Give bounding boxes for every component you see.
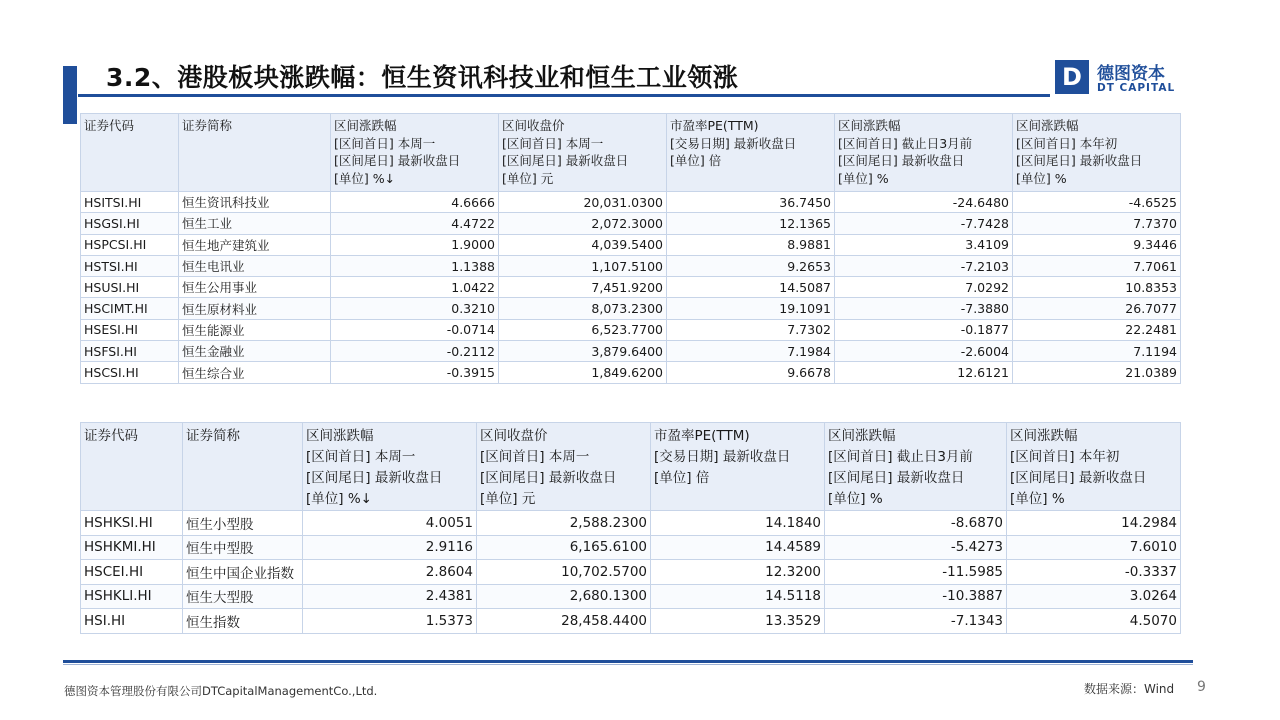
- column-header-line: [单位] 倍: [670, 153, 722, 168]
- column-header-line: [区间首日] 截止日3月前: [838, 135, 973, 151]
- table-row: [81, 192, 1181, 213]
- column-header-line: [区间首日] 本周一: [306, 449, 416, 465]
- security-code-cell: HSI.HI: [81, 609, 183, 634]
- value-cell: -0.1877: [835, 319, 1013, 340]
- value-cell: -10.3887: [825, 584, 1007, 609]
- column-header-line: [单位] %: [1016, 170, 1067, 186]
- value-cell: 12.1365: [667, 213, 835, 234]
- value-cell: 14.5087: [667, 277, 835, 298]
- value-cell: -5.4273: [825, 535, 1007, 560]
- value-cell: 10,702.5700: [477, 560, 651, 585]
- column-header-line: [区间尾日] 最新收盘日: [480, 470, 617, 486]
- value-cell: -0.0714: [331, 319, 499, 340]
- column-header-line: 区间涨跌幅: [1016, 118, 1079, 133]
- security-code-cell: HSHKLI.HI: [81, 584, 183, 609]
- logo-name-en: DT CAPITAL: [1097, 82, 1176, 94]
- column-header-line: 证券代码: [84, 428, 138, 444]
- logo-name-cn: 德图资本: [1097, 64, 1165, 84]
- value-cell: 4.5070: [1007, 609, 1181, 634]
- column-header-line: [区间首日] 本周一: [334, 135, 436, 151]
- table-row: [81, 277, 1181, 298]
- table-row: [81, 560, 1181, 585]
- value-cell: 2.8604: [303, 560, 477, 585]
- security-name-cell: 恒生指数: [183, 609, 303, 634]
- value-cell: 2.4381: [303, 584, 477, 609]
- table-header-row: [81, 423, 1181, 511]
- table-row: [81, 234, 1181, 255]
- page-title: 3.2、港股板块涨跌幅：恒生资讯科技业和恒生工业领涨: [106, 63, 739, 92]
- security-code-cell: HSCSI.HI: [81, 362, 179, 383]
- value-cell: 6,165.6100: [477, 535, 651, 560]
- value-cell: 2,072.3000: [499, 213, 667, 234]
- column-header: [183, 423, 303, 511]
- value-cell: 9.6678: [667, 362, 835, 383]
- column-header-line: 区间涨跌幅: [1010, 428, 1078, 444]
- value-cell: 1.9000: [331, 234, 499, 255]
- value-cell: -0.3337: [1007, 560, 1181, 585]
- value-cell: 7.0292: [835, 277, 1013, 298]
- security-name-cell: 恒生中国企业指数: [183, 560, 303, 585]
- value-cell: 1.0422: [331, 277, 499, 298]
- security-name-cell: 恒生能源业: [179, 319, 331, 340]
- column-header: [477, 423, 651, 511]
- column-header: [1013, 114, 1181, 192]
- value-cell: 0.3210: [331, 298, 499, 319]
- column-header: [81, 423, 183, 511]
- value-cell: 7.7061: [1013, 255, 1181, 276]
- footer-rule-thin: [63, 664, 1193, 665]
- table-row: [81, 341, 1181, 362]
- table-row: [81, 511, 1181, 536]
- security-code-cell: HSCIMT.HI: [81, 298, 179, 319]
- value-cell: -7.3880: [835, 298, 1013, 319]
- table-row: [81, 319, 1181, 340]
- value-cell: 7.1984: [667, 341, 835, 362]
- value-cell: 14.2984: [1007, 511, 1181, 536]
- value-cell: 36.7450: [667, 192, 835, 213]
- column-header-line: [单位] 元: [480, 491, 536, 507]
- column-header-line: [单位] %↓: [306, 491, 372, 507]
- table-row: [81, 298, 1181, 319]
- value-cell: 1,849.6200: [499, 362, 667, 383]
- column-header-line: 市盈率PE(TTM): [670, 118, 759, 133]
- value-cell: 8.9881: [667, 234, 835, 255]
- value-cell: 3,879.6400: [499, 341, 667, 362]
- column-header: [651, 423, 825, 511]
- security-name-cell: 恒生工业: [179, 213, 331, 234]
- value-cell: 12.3200: [651, 560, 825, 585]
- column-header-line: [单位] 倍: [654, 470, 710, 486]
- value-cell: -4.6525: [1013, 192, 1181, 213]
- footer-company: 德图资本管理股份有限公司DTCapitalManagementCo.,Ltd.: [64, 684, 378, 698]
- column-header-line: 证券代码: [84, 118, 135, 133]
- column-header-line: 区间涨跌幅: [838, 118, 901, 133]
- column-header-line: [交易日期] 最新收盘日: [670, 135, 797, 151]
- value-cell: 7.7302: [667, 319, 835, 340]
- column-header-line: [交易日期] 最新收盘日: [654, 449, 791, 465]
- column-header-line: [区间尾日] 最新收盘日: [838, 153, 965, 168]
- value-cell: -7.1343: [825, 609, 1007, 634]
- column-header-line: 区间涨跌幅: [828, 428, 896, 444]
- security-name-cell: 恒生原材料业: [179, 298, 331, 319]
- value-cell: 2,680.1300: [477, 584, 651, 609]
- column-header-line: [区间首日] 本周一: [480, 449, 590, 465]
- value-cell: 8,073.2300: [499, 298, 667, 319]
- value-cell: 14.5118: [651, 584, 825, 609]
- column-header-line: 区间收盘价: [480, 428, 548, 444]
- value-cell: 4.6666: [331, 192, 499, 213]
- value-cell: 2.9116: [303, 535, 477, 560]
- value-cell: 3.4109: [835, 234, 1013, 255]
- value-cell: 1,107.5100: [499, 255, 667, 276]
- column-header-line: [单位] %: [828, 491, 883, 507]
- title-accent-bar: [63, 66, 77, 124]
- column-header-line: 证券简称: [182, 118, 233, 133]
- value-cell: 4.0051: [303, 511, 477, 536]
- column-header-line: 区间涨跌幅: [334, 118, 397, 133]
- value-cell: -0.2112: [331, 341, 499, 362]
- value-cell: 12.6121: [835, 362, 1013, 383]
- security-name-cell: 恒生小型股: [183, 511, 303, 536]
- value-cell: 6,523.7700: [499, 319, 667, 340]
- value-cell: -7.2103: [835, 255, 1013, 276]
- value-cell: 4.4722: [331, 213, 499, 234]
- value-cell: -2.6004: [835, 341, 1013, 362]
- column-header-line: 区间涨跌幅: [306, 428, 374, 444]
- column-header-line: [区间尾日] 最新收盘日: [334, 153, 461, 168]
- column-header-line: [区间首日] 本年初: [1016, 135, 1118, 151]
- column-header-line: [单位] %↓: [334, 170, 396, 186]
- security-code-cell: HSCEI.HI: [81, 560, 183, 585]
- column-header-line: [区间尾日] 最新收盘日: [1016, 153, 1143, 168]
- value-cell: 28,458.4400: [477, 609, 651, 634]
- security-name-cell: 恒生地产建筑业: [179, 234, 331, 255]
- column-header: [835, 114, 1013, 192]
- column-header-line: [区间尾日] 最新收盘日: [1010, 470, 1147, 486]
- value-cell: 20,031.0300: [499, 192, 667, 213]
- value-cell: 9.3446: [1013, 234, 1181, 255]
- page-number: 9: [1197, 679, 1206, 695]
- value-cell: -7.7428: [835, 213, 1013, 234]
- table-row: [81, 609, 1181, 634]
- column-header: [825, 423, 1007, 511]
- value-cell: 22.2481: [1013, 319, 1181, 340]
- sector-performance-table: [80, 113, 1181, 384]
- column-header-line: [区间首日] 本周一: [502, 135, 604, 151]
- security-name-cell: 恒生大型股: [183, 584, 303, 609]
- security-code-cell: HSHKMI.HI: [81, 535, 183, 560]
- column-header: [499, 114, 667, 192]
- column-header: [303, 423, 477, 511]
- value-cell: -0.3915: [331, 362, 499, 383]
- column-header-line: [单位] 元: [502, 170, 554, 186]
- security-name-cell: 恒生电讯业: [179, 255, 331, 276]
- value-cell: 4,039.5400: [499, 234, 667, 255]
- table-header-row: [81, 114, 1181, 192]
- value-cell: 13.3529: [651, 609, 825, 634]
- value-cell: 7.6010: [1007, 535, 1181, 560]
- security-name-cell: 恒生公用事业: [179, 277, 331, 298]
- value-cell: 1.1388: [331, 255, 499, 276]
- value-cell: -8.6870: [825, 511, 1007, 536]
- column-header: [179, 114, 331, 192]
- data-source: 数据来源：Wind: [1084, 682, 1175, 696]
- column-header-line: [单位] %: [1010, 491, 1065, 507]
- value-cell: 7,451.9200: [499, 277, 667, 298]
- column-header-line: [区间尾日] 最新收盘日: [306, 470, 443, 486]
- security-code-cell: HSESI.HI: [81, 319, 179, 340]
- security-code-cell: HSTSI.HI: [81, 255, 179, 276]
- table-row: [81, 362, 1181, 383]
- value-cell: 19.1091: [667, 298, 835, 319]
- value-cell: 26.7077: [1013, 298, 1181, 319]
- column-header-line: [区间首日] 截止日3月前: [828, 449, 973, 465]
- column-header: [1007, 423, 1181, 511]
- title-underline: [78, 94, 1050, 97]
- security-name-cell: 恒生中型股: [183, 535, 303, 560]
- column-header-line: [单位] %: [838, 170, 889, 186]
- value-cell: -11.5985: [825, 560, 1007, 585]
- value-cell: 7.1194: [1013, 341, 1181, 362]
- column-header: [81, 114, 179, 192]
- table-row: [81, 535, 1181, 560]
- security-name-cell: 恒生金融业: [179, 341, 331, 362]
- company-logo: [1055, 60, 1180, 96]
- table-row: [81, 255, 1181, 276]
- security-name-cell: 恒生综合业: [179, 362, 331, 383]
- column-header: [331, 114, 499, 192]
- table-row: [81, 584, 1181, 609]
- value-cell: 9.2653: [667, 255, 835, 276]
- security-code-cell: HSITSI.HI: [81, 192, 179, 213]
- value-cell: 21.0389: [1013, 362, 1181, 383]
- column-header-line: 证券简称: [186, 428, 240, 444]
- value-cell: 14.1840: [651, 511, 825, 536]
- security-code-cell: HSPCSI.HI: [81, 234, 179, 255]
- value-cell: 2,588.2300: [477, 511, 651, 536]
- value-cell: 7.7370: [1013, 213, 1181, 234]
- column-header-line: 市盈率PE(TTM): [654, 428, 750, 444]
- column-header-line: [区间首日] 本年初: [1010, 449, 1120, 465]
- value-cell: 3.0264: [1007, 584, 1181, 609]
- footer-rule: [63, 660, 1193, 663]
- value-cell: 14.4589: [651, 535, 825, 560]
- column-header: [667, 114, 835, 192]
- security-name-cell: 恒生资讯科技业: [179, 192, 331, 213]
- table-row: [81, 213, 1181, 234]
- index-performance-table: [80, 422, 1181, 634]
- value-cell: 10.8353: [1013, 277, 1181, 298]
- security-code-cell: HSFSI.HI: [81, 341, 179, 362]
- security-code-cell: HSHKSI.HI: [81, 511, 183, 536]
- column-header-line: [区间尾日] 最新收盘日: [502, 153, 629, 168]
- security-code-cell: HSUSI.HI: [81, 277, 179, 298]
- column-header-line: 区间收盘价: [502, 118, 565, 133]
- column-header-line: [区间尾日] 最新收盘日: [828, 470, 965, 486]
- security-code-cell: HSGSI.HI: [81, 213, 179, 234]
- logo-mark-icon: D: [1055, 60, 1089, 94]
- value-cell: 1.5373: [303, 609, 477, 634]
- value-cell: -24.6480: [835, 192, 1013, 213]
